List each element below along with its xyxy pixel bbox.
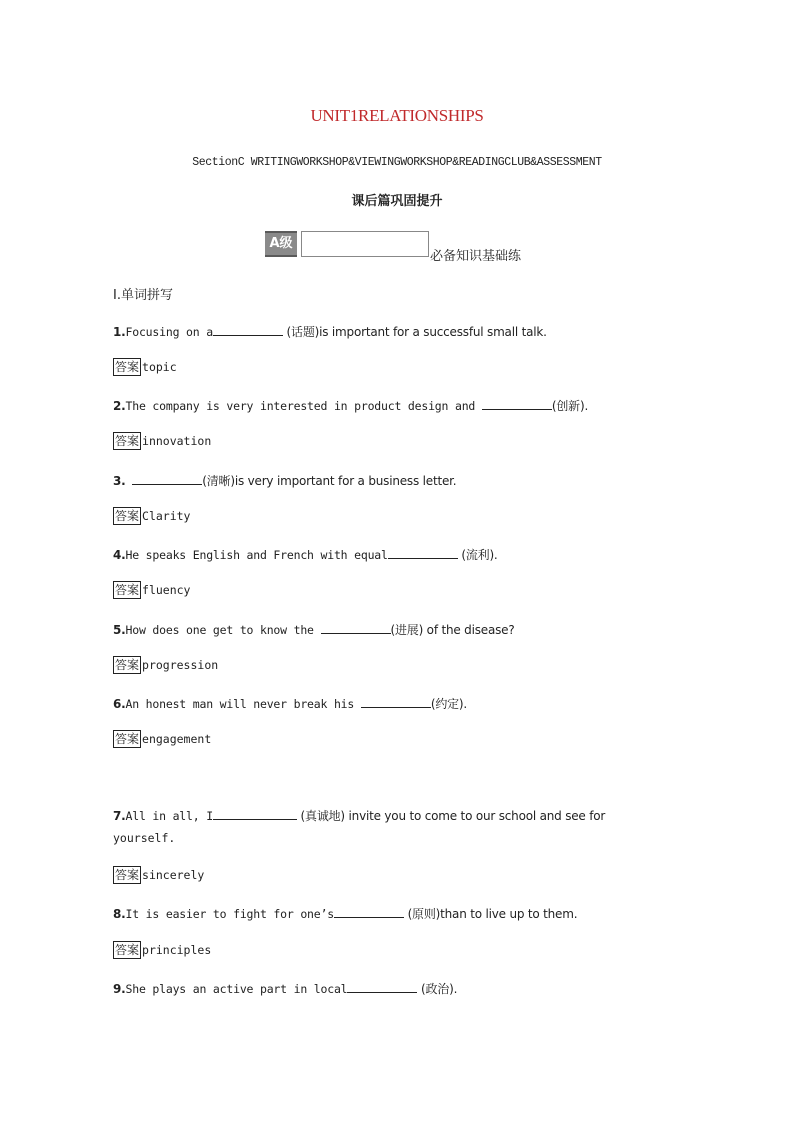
question-1 [113, 323, 547, 340]
question-9 [113, 980, 457, 997]
question-text-after: (约定). [430, 697, 468, 711]
page-subtitle: 课后篇巩固提升 [351, 194, 443, 209]
answer-8 [113, 941, 211, 959]
answer-text: principles [142, 943, 212, 957]
answer-tag: 答案 [115, 360, 140, 374]
question-text-after: (清晰)is very important for a business letter. [202, 474, 457, 488]
answer-6 [113, 730, 211, 748]
answer-2 [113, 432, 211, 450]
unit-title: UNIT1RELATIONSHIPS [310, 106, 484, 125]
answer-3 [113, 507, 190, 525]
answer-blank [388, 547, 458, 559]
question-text-after: (真诚地) invite you to come to our school and see for [296, 809, 606, 823]
answer-5 [113, 656, 218, 674]
question-number: 7. [113, 809, 126, 823]
answer-tag: 答案 [115, 943, 140, 957]
answer-4 [113, 581, 190, 599]
answer-text: fluency [142, 583, 191, 597]
question-number: 2. [113, 399, 126, 413]
question-2 [113, 397, 588, 414]
question-number: 6. [113, 697, 126, 711]
question-number: 1. [113, 325, 126, 339]
question-8 [113, 905, 577, 922]
answer-text: progression [142, 658, 219, 672]
level-box [301, 231, 429, 257]
answer-blank [321, 622, 391, 634]
question-number: 9. [113, 982, 126, 996]
question-text-after: (话题)is important for a successful small talk. [282, 325, 547, 339]
question-text-before: How does one get to know the [125, 623, 321, 637]
answer-blank [132, 473, 202, 485]
question-7 [113, 807, 605, 824]
answer-tag: 答案 [115, 583, 140, 597]
answer-tag: 答案 [115, 658, 140, 672]
section-title: SectionC WRITINGWORKSHOP&VIEWINGWORKSHOP&READINGCLUB&ASSESSMENT [192, 156, 602, 169]
question-text-before: The company is very interested in product design and [125, 399, 482, 413]
question-4 [113, 546, 498, 563]
answer-text: innovation [142, 434, 212, 448]
question-6 [113, 695, 467, 712]
question-text-after: (创新). [551, 399, 589, 413]
answer-text: engagement [142, 732, 212, 746]
answer-1 [113, 358, 177, 376]
question-number: 5. [113, 623, 126, 637]
question-3 [113, 472, 456, 489]
answer-7 [113, 866, 204, 884]
answer-blank [334, 906, 404, 918]
answer-text: sincerely [142, 868, 205, 882]
question-text-before: He speaks English and French with equal [125, 548, 388, 562]
answer-blank [213, 808, 297, 820]
level-label: 必备知识基础练 [430, 249, 522, 264]
answer-blank [361, 696, 431, 708]
question-text-after: (原则)than to live up to them. [403, 907, 578, 921]
question-text-after: (流利). [457, 548, 498, 562]
answer-tag: 答案 [115, 868, 140, 882]
question-text-before: It is easier to fight for one’s [125, 907, 334, 921]
part-heading: Ⅰ.单词拼写 [113, 288, 173, 303]
answer-tag: 答案 [115, 509, 140, 523]
question-number: 8. [113, 907, 126, 921]
question-text-before: She plays an active part in local [125, 982, 348, 996]
level-badge: A级 [265, 231, 297, 257]
question-text-before: Focusing on a [125, 325, 213, 339]
answer-text: Clarity [142, 509, 191, 523]
question-number: 4. [113, 548, 126, 562]
question-text-before: An honest man will never break his [125, 697, 361, 711]
question-text-after: (政治). [417, 982, 458, 996]
answer-tag: 答案 [115, 732, 140, 746]
answer-blank [213, 324, 283, 336]
question-5 [113, 621, 515, 638]
question-7-continuation: yourself. [113, 831, 176, 845]
answer-blank [347, 981, 417, 993]
question-text-before: All in all, I [125, 809, 213, 823]
question-number: 3. [113, 474, 126, 488]
answer-tag: 答案 [115, 434, 140, 448]
answer-blank [482, 398, 552, 410]
answer-text: topic [142, 360, 177, 374]
question-text-before [126, 474, 133, 488]
question-text-after: (进展) of the disease? [390, 623, 515, 637]
